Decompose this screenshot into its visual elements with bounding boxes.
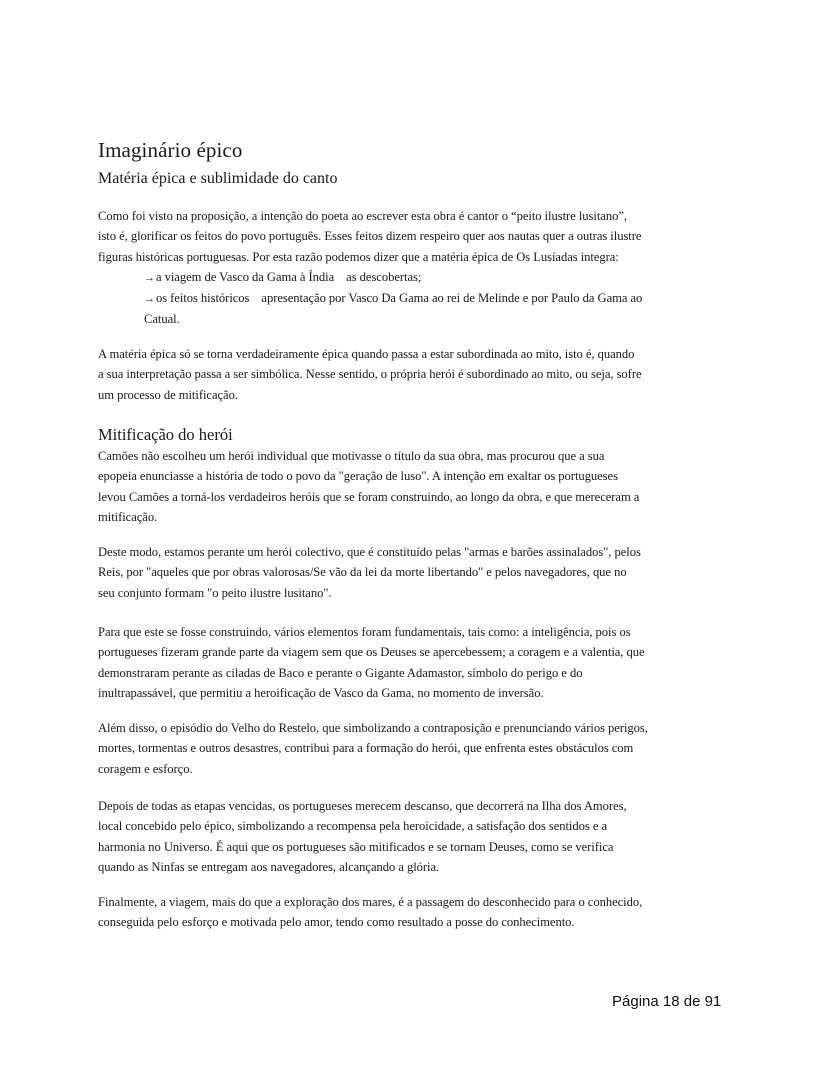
text-line: inultrapassável, que permitiu a heroificação de Vasco da Gama, no momento de inversão. [98,685,544,700]
text-line: Camões não escolheu um herói individual que motivasse o título da sua obra, mas procurou que a sua [98,449,605,463]
section-paragraph [98,542,728,603]
text-line: mortes, tormentas e outros desastres, contribui para a formação do herói, que enfrenta estes obstáculos com [98,741,634,756]
text-line: Reis, por "aqueles que por obras valorosas/Se vão da lei da morte libertando" e pelos navegadores, que no [98,565,627,580]
text-line: conseguida pelo esforço e motivada pelo amor, tendo como resultado a posse do conhecimento. [98,915,575,930]
text-line: epopeia enunciasse a história de todo o povo da "geração de luso". A intenção em exaltar os portugueses [98,469,618,484]
intro-paragraph [98,206,728,330]
list-item [98,288,728,309]
section-paragraph [98,796,728,877]
text-line: figuras históricas portuguesas. Por esta razão podemos dizer que a matéria épica de Os Lusíadas integra: [98,249,619,264]
section-paragraph [98,718,728,779]
text-line: mitificação. [98,509,158,524]
text-line: Finalmente, a viagem, mais do que a exploração dos mares, é a passagem do desconhecido para o conhecido, [98,895,643,909]
list-item-right: as descobertas; [346,269,422,284]
text-line: Depois de todas as etapas vencidas, os portugueses merecem descanso, que decorrerá na Ilha dos Amores, [98,799,627,813]
text-line: portugueses fizeram grande parte da viagem sem que os Deuses se apercebessem; a coragem e a valentia, que [98,645,645,660]
page-subtitle: Matéria épica e sublimidade do canto [98,170,338,187]
text-line: isto é, glorificar os feitos do povo português. Esses feitos dizem respeiro quer aos nautas quer a outras ilustre [98,229,642,244]
text-line: a sua interpretação passa a ser simbólica. Nesse sentido, o própria herói é subordinado ao mito, ou seja, sofre [98,367,642,382]
section-paragraph [98,892,728,933]
text-line: seu conjunto formam "o peito ilustre lusitano". [98,585,332,600]
list-item-left: os feitos históricos [155,291,250,306]
text-line: quando as Ninfas se entregam aos navegadores, alcançando a glória. [98,859,440,874]
page-number: Página 18 de 91 [612,993,722,1010]
list-item-continuation: Catual. [144,312,180,327]
page-title: Imaginário épico [98,138,243,162]
text-line: Além disso, o episódio do Velho do Restelo, que simbolizando a contraposição e prenunciando vários perigos, [98,721,648,735]
arrow-right-icon: → [144,271,155,284]
arrow-right-icon: → [144,293,155,306]
section-heading: Mitificação do herói [98,425,233,444]
mythic-paragraph [98,344,728,405]
text-line: levou Camões a torná-los verdadeiros heróis que se foram construindo, ao longo da obra, e que mereceram a [98,489,640,504]
text-line: Como foi visto na proposição, a intenção do poeta ao escrever esta obra é cantor o “peito ilustre lusitano”, [98,209,627,223]
text-line: coragem e esforço. [98,761,193,776]
text-line: local concebido pelo épico, simbolizando a recompensa pela heroicidade, a satisfação dos sentidos e a [98,819,608,834]
section-paragraph [98,622,728,703]
text-line: demonstraram perante as ciladas de Baco e perante o Gigante Adamastor, símbolo do perigo e do [98,665,583,680]
list-item-left: a viagem de Vasco da Gama à Índia [155,269,335,284]
text-line: Deste modo, estamos perante um herói colectivo, que é constituído pelas "armas e barões assinalados", pelos [98,545,641,559]
list-item [98,267,728,288]
text-line: A matéria épica só se torna verdadeiramente épica quando passa a estar subordinada ao mito, isto é, quando [98,347,635,361]
text-line: um processo de mitificação. [98,387,238,402]
text-line: harmonia no Universo. É aqui que os portugueses são mitificados e se tornam Deuses, como se verifica [98,839,614,854]
list-item-right: apresentação por Vasco Da Gama ao rei de Melinde e por Paulo da Gama ao [261,291,643,306]
section-paragraph [98,446,728,527]
text-line: Para que este se fosse construindo, vários elementos foram fundamentais, tais como: a inteligência, pois os [98,625,631,639]
